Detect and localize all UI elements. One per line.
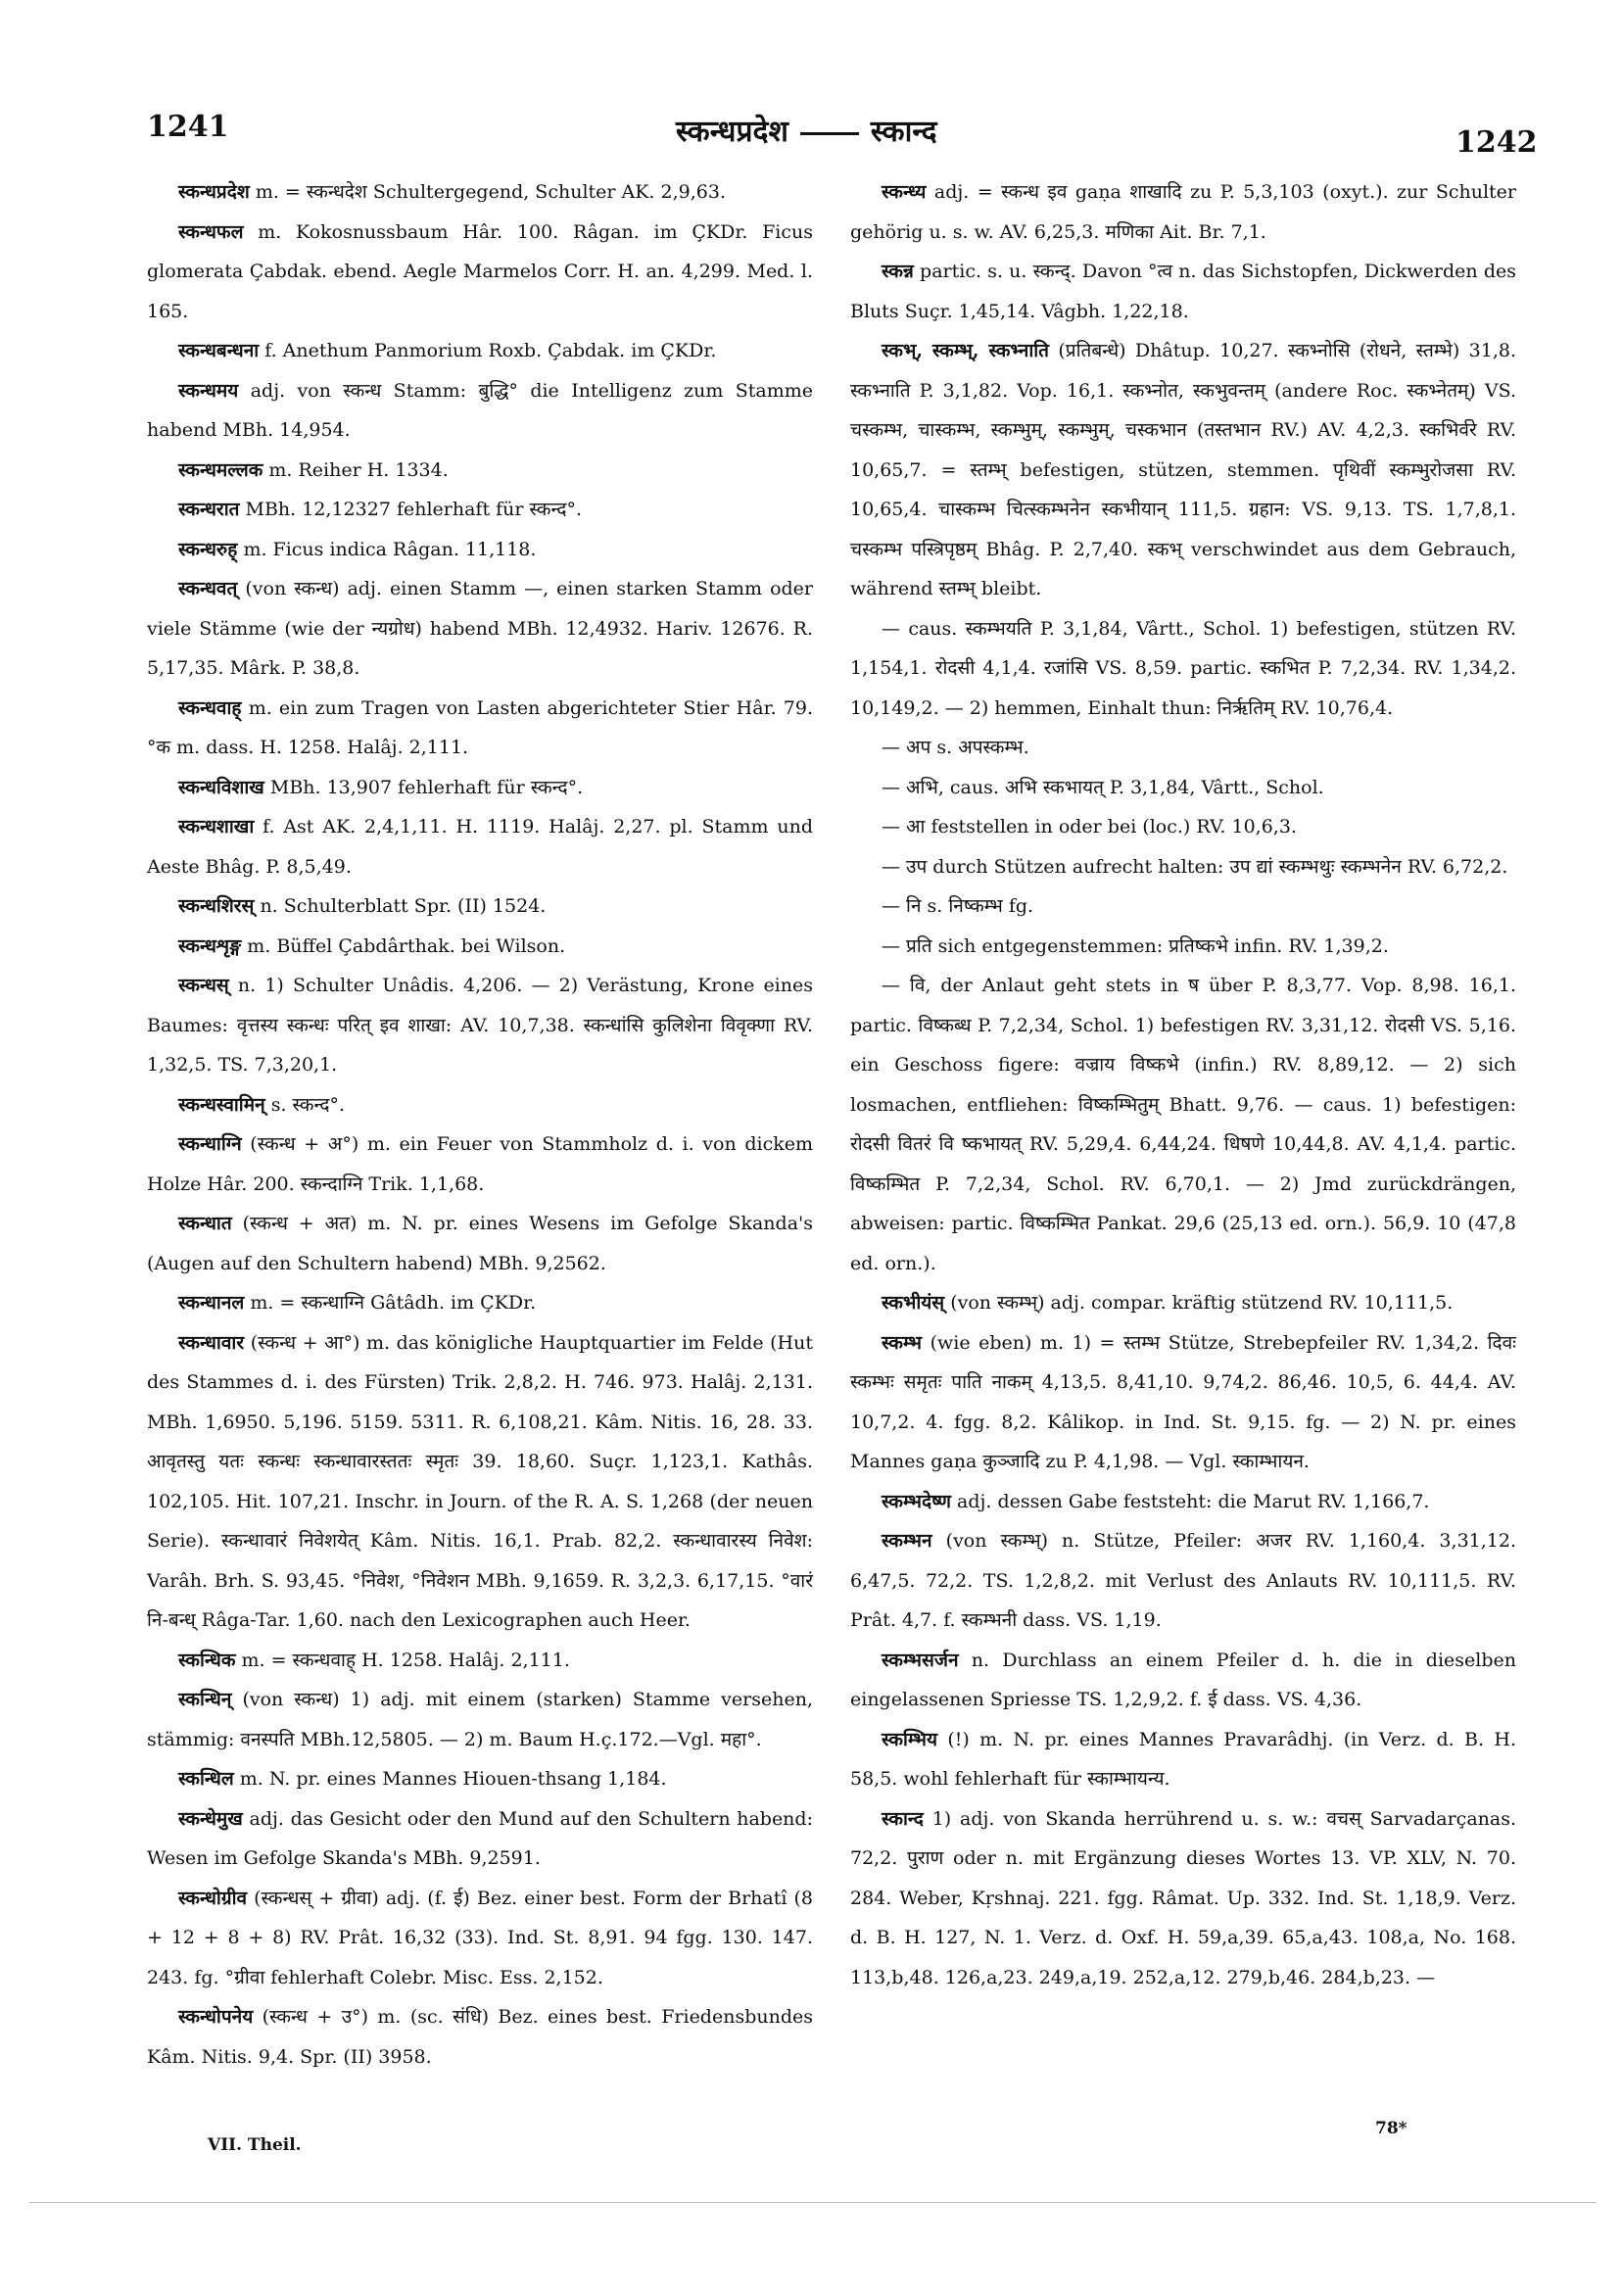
dictionary-entry (147, 1283, 813, 1323)
dictionary-entry (850, 331, 1516, 609)
entry-headword: स्कन्धाग्नि (178, 1133, 242, 1155)
entry-headword: स्कन्धशाखा (178, 816, 255, 837)
entry-body: — उप durch Stützen aufrecht halten: उप द्यां स्कम्भथुः स्कम्भनेन RV. 6,72,2. (882, 855, 1508, 878)
entry-body: (von स्कन्ध) adj. einen Stamm —, einen starken Stamm oder viele Stämme (wie der न्यग्रोध) habend MBh. 12,4932. Hariv. 12676. R. 5,17,35. Mârk. P. 38,8. (147, 578, 813, 679)
entry-headword: स्कन्धिल (178, 1768, 234, 1790)
dictionary-entry (850, 1720, 1516, 1799)
dictionary-entry (850, 886, 1516, 927)
entry-body: m. N. pr. eines Mannes Hiouen-thsang 1,184. (239, 1768, 667, 1790)
entry-body: f. Anethum Panmorium Roxb. Çabdak. im ÇKDr. (264, 340, 717, 361)
entry-body: — प्रति sich entgegenstemmen: प्रतिष्कभे infin. RV. 1,39,2. (882, 934, 1389, 957)
dictionary-entry (147, 490, 813, 530)
entry-headword: स्कान्द (882, 1807, 924, 1830)
entry-body: partic. s. u. स्कन्द्. Davon °त्व n. das Sichstopfen, Dickwerden des Bluts Suçr. 1,45,14. Vâgbh. 1,22,18. (850, 261, 1516, 322)
entry-body: adj. dessen Gabe feststeht: die Marut RV. 1,166,7. (957, 1490, 1430, 1512)
dictionary-entry (147, 1680, 813, 1759)
dictionary-entry (147, 1997, 813, 2077)
entry-body: s. स्कन्द°. (270, 1093, 345, 1116)
dictionary-entry (147, 886, 813, 927)
dictionary-entry (147, 530, 813, 570)
dictionary-entry (147, 1879, 813, 1998)
entry-body: — वि, der Anlaut geht stets in ष über P. 8,3,77. Vop. 8,98. 16,1. partic. विष्कब्ध P. 7,2,34, Schol. 1) befestigen RV. 3,31,12. रोदसी VS. 5,16. ein Geschoss figere: वज्राय विष्कभे (infin.) RV. 8,89,12. — 2) sich losmachen, entfliehen: विष्कम्भितुम् Bhatt. 9,76. — caus. 1) befestigen: रोदसी वितरं वि ष्कभायत् RV. 5,29,4. 6,44,24. धिषणे 10,44,8. AV. 4,1,4. partic. विष्कम्भित P. 7,2,34, Schol. RV. 6,70,1. — 2) Jmd zurückdrängen, abweisen: partic. विष्कम्भित Pankat. 29,6 (25,13 ed. orn.). 56,9. 10 (47,8 ed. orn.). (850, 975, 1516, 1274)
dictionary-entry (147, 1759, 813, 1799)
entry-headword: स्कन्धोग्रीव (178, 1887, 248, 1909)
entry-headword: स्कन्ध्य (882, 181, 927, 203)
dictionary-entry (147, 1085, 813, 1125)
dictionary-entry (147, 807, 813, 886)
entry-headword: स्कन्धमय (178, 379, 239, 402)
dictionary-entry (850, 252, 1516, 331)
entry-body: m. Kokosnussbaum Hâr. 100. Râgan. im ÇKDr. Ficus glomerata Çabdak. ebend. Aegle Marmelos Corr. H. an. 4,299. Med. l. 165. (147, 220, 813, 322)
dictionary-entry (850, 807, 1516, 847)
entry-body: (von स्कम्भ्) adj. compar. kräftig stützend RV. 10,111,5. (950, 1292, 1454, 1314)
entry-headword: स्कम्भसर्जन (882, 1649, 959, 1671)
dictionary-entry (147, 768, 813, 808)
page-header (0, 0, 1622, 160)
entry-body: m. Büffel Çabdârthak. bei Wilson. (247, 934, 566, 957)
dictionary-entry (147, 569, 813, 689)
dictionary-entry (147, 1799, 813, 1879)
entry-body: (!) m. N. pr. eines Mannes Pravarâdhj. (in Verz. d. B. H. 58,5. wohl fehlerhaft für स्काम्भायन्य. (850, 1728, 1516, 1790)
entry-body: (wie eben) m. 1) = स्तम्भ Stütze, Strebepfeiler RV. 1,34,2. दिवः स्कम्भः समृतः पाति नाकम् 4,13,5. 8,41,10. 9,74,2. 86,46. 10,5, 6. 44,4. AV. 10,7,2. 4. fgg. 8,2. Kâlikop. in Ind. St. 9,15. fg. — 2) N. pr. eines Mannes gaṇa कुञ्जादि zu P. 4,1,98. — Vgl. स्काम्भायन. (850, 1331, 1516, 1472)
dictionary-entry (850, 768, 1516, 808)
entry-body: m. Ficus indica Râgan. 11,118. (243, 538, 537, 560)
dictionary-entry (147, 1204, 813, 1283)
dictionary-entry (147, 1124, 813, 1204)
entry-headword: स्कभ्, स्कम्भ्, स्कभ्नाति (882, 340, 1050, 361)
dictionary-entry (147, 927, 813, 967)
dictionary-entry (850, 1641, 1516, 1720)
dictionary-entry (850, 728, 1516, 768)
entry-body: n. 1) Schulter Unâdis. 4,206. — 2) Verästung, Krone eines Baumes: वृत्तस्य स्कन्धः परित् इव शाखा: AV. 10,7,38. स्कन्धांसि कुलिशेना विवृक्णा RV. 1,32,5. TS. 7,3,20,1. (147, 975, 813, 1076)
dictionary-entry (850, 1799, 1516, 1998)
dictionary-entry (850, 1521, 1516, 1641)
entry-headword: स्कम्भन (882, 1530, 932, 1552)
entry-body: adj. von स्कन्ध Stamm: बुद्धि° die Intelligenz zum Stamme habend MBh. 14,954. (147, 379, 814, 441)
entry-headword: स्कन्धोपनेय (178, 2006, 254, 2028)
entry-body: (प्रतिबन्धे) Dhâtup. 10,27. स्कभ्नोसि (रोधने, स्तम्भे) 31,8. स्कभ्नाति P. 3,1,82. Vop. 16,1. स्कभ्नोत, स्कभुवन्तम् (andere Roc. स्कभ्नेतम्) VS. चस्कम्भ, चास्कम्भ, स्कम्भुम्, स्कम्भुम्, चस्कभान (तस्तभान RV.) AV. 4,2,3. स्कभिर्वरे RV. 10,65,7. = स्तम्भ् befestigen, stützen, stemmen. पृथिवीं स्कम्भुरोजसा RV. 10,65,4. चास्कम्भ चित्स्कम्भनेन स्कभीयान् 111,5. ग्रहान: VS. 9,13. TS. 1,7,8,1. चस्कम्भ पस्त्रिपृष्ठम् Bhâg. P. 2,7,40. स्कभ् verschwindet aus dem Gebrauch, während स्तम्भ् bleibt. (850, 340, 1516, 599)
entry-body: (स्कन्ध + उ°) m. (sc. संधि) Bez. eines best. Friedensbundes Kâm. Nitis. 9,4. Spr. (II) 3958. (147, 2006, 813, 2068)
entry-body: n. Durchlass an einem Pfeiler d. h. die in dieselben eingelassenen Spriesse TS. 1,2,9,2. f. ई dass. VS. 4,36. (850, 1649, 1516, 1710)
entry-body: 1) adj. von Skanda herrührend u. s. w.: वचस् Sarvadarçanas. 72,2. पुराण oder n. mit Ergänzung dieses Wortes 13. VP. XLV, N. 70. 284. Weber, Kṛshnaj. 221. fgg. Râmat. Up. 332. Ind. St. 1,18,9. Verz. d. B. H. 127, N. 1. Verz. d. Oxf. H. 59,a,39. 65,a,43. 108,a, No. 168. 113,b,48. 126,a,23. 249,a,19. 252,a,12. 279,b,46. 284,b,23. — (850, 1807, 1516, 1988)
entry-headword: स्कन्धावार (178, 1331, 245, 1354)
dictionary-entry (147, 172, 813, 213)
left-column (147, 172, 813, 2077)
dictionary-entry (850, 927, 1516, 967)
entry-body: m. Reiher H. 1334. (268, 458, 449, 481)
running-head-dash (800, 132, 859, 135)
entry-body: m. = स्कन्धदेश Schultergegend, Schulter AK. 2,9,63. (255, 181, 726, 203)
sheet-signature: 78* (1375, 2119, 1407, 2138)
entry-body: (स्कन्धस् + ग्रीवा) adj. (f. ई) Bez. einer best. Form der Brhatî (8 + 12 + 8 + 8) RV. Prât. 16,32 (33). Ind. St. 8,91. 94 fgg. 130. 147. 243. fg. °ग्रीवा fehlerhaft Colebr. Misc. Ess. 2,152. (147, 1887, 813, 1988)
bottom-rule (29, 2202, 1597, 2203)
entry-headword: स्कन्धमल्लक (178, 458, 263, 481)
entry-body: (स्कन्ध + अ°) m. ein Feuer von Stammholz d. i. von dickem Holze Hâr. 200. स्कन्दाग्नि Trik. 1,1,68. (147, 1133, 813, 1195)
entry-headword: स्कन्धविशाख (178, 776, 264, 798)
running-head (676, 110, 937, 150)
dictionary-entry (147, 1323, 813, 1641)
entry-body: — आ feststellen in oder bei (loc.) RV. 10,6,3. (882, 816, 1297, 837)
dictionary-entry (850, 1283, 1516, 1323)
entry-headword: स्कम्भ (882, 1331, 923, 1354)
dictionary-entry (850, 1323, 1516, 1482)
entry-headword: स्कन्धवत् (178, 578, 238, 599)
entry-body: (स्कन्ध + आ°) m. das königliche Hauptquartier im Felde (Hut des Stammes d. i. des Fürsten) Trik. 2,8,2. H. 746. 973. Halâj. 2,131. MBh. 1,6950. 5,196. 5159. 5311. R. 6,108,21. Kâm. Nitis. 16, 28. 33. आवृतस्तु यतः स्कन्धः स्कन्धावारस्ततः स्मृतः 39. 18,60. Suçr. 1,123,1. Kathâs. 102,105. Hit. 107,21. Inschr. in Journ. of the R. A. S. 1,268 (der neuen Serie). स्कन्धावारं निवेशयेत् Kâm. Nitis. 16,1. Prab. 82,2. स्कन्धावारस्य निवेश: Varâh. Brh. S. 93,45. °निवेश, °निवेशन MBh. 9,1659. R. 3,2,3. 6,17,15. °वारं नि-बन्ध् Râga-Tar. 1,60. nach den Lexicographen auch Heer. (147, 1331, 813, 1631)
entry-headword: स्कन्न (882, 261, 914, 282)
running-head-right: स्कान्द (870, 115, 937, 149)
entry-headword: स्कन्धबन्धना (178, 340, 260, 361)
dictionary-entry (850, 609, 1516, 729)
entry-body: m. = स्कन्धाग्नि Gâtâdh. im ÇKDr. (250, 1292, 537, 1314)
entry-headword: स्कम्भदेष्ण (882, 1490, 951, 1512)
dictionary-entry (147, 331, 813, 371)
entry-headword: स्कन्धेमुख (178, 1807, 243, 1830)
right-column (850, 172, 1516, 1997)
dictionary-entry (147, 213, 813, 332)
entry-headword: स्कन्धप्रदेश (178, 181, 250, 203)
entry-headword: स्कन्धात (178, 1213, 232, 1234)
entry-body: — caus. स्कम्भयति P. 3,1,84, Vârtt., Schol. 1) befestigen, stützen RV. 1,154,1. रोदसी 4,1,4. रजांसि VS. 8,59. partic. स्कभित P. 7,2,34. RV. 1,34,2. 10,149,2. — 2) hemmen, Einhalt thun: निर्ऋतिम् RV. 10,76,4. (850, 617, 1516, 719)
dictionary-entry (850, 966, 1516, 1283)
dictionary-entry (850, 1482, 1516, 1522)
dictionary-entry (147, 689, 813, 768)
dictionary-entry (147, 371, 813, 451)
entry-body: (von स्कम्भ्) n. Stütze, Pfeiler: अजर RV. 1,160,4. 3,31,12. 6,47,5. 72,2. TS. 1,2,8,2. mit Verlust des Anlauts RV. 10,111,5. RV. Prât. 4,7. f. स्कम्भनी dass. VS. 1,19. (850, 1530, 1516, 1631)
entry-body: f. Ast AK. 2,4,1,11. H. 1119. Halâj. 2,27. pl. Stamm und Aeste Bhâg. P. 8,5,49. (147, 816, 813, 878)
entry-headword: स्कन्धशिरस् (178, 895, 255, 917)
entry-body: MBh. 12,12327 fehlerhaft für स्कन्द°. (245, 499, 583, 520)
entry-headword: स्कन्धवाह् (178, 696, 242, 719)
entry-headword: स्कन्धशृङ्ग (178, 934, 242, 957)
entry-headword: स्कभीयंस् (882, 1292, 945, 1314)
entry-headword: स्कम्भिय (882, 1728, 937, 1750)
page-number-left: 1241 (147, 110, 229, 144)
entry-body: (von स्कन्ध) 1) adj. mit einem (starken) Stamme versehen, stämmig: वनस्पति MBh.12,5805. — 2) m. Baum H.ç.172.—Vgl. महा°. (147, 1689, 813, 1750)
entry-headword: स्कन्धानल (178, 1292, 245, 1314)
entry-body: — अप s. अपस्कम्भ. (882, 737, 1029, 758)
dictionary-entry (850, 847, 1516, 887)
entry-headword: स्कन्धिक (178, 1649, 236, 1671)
entry-headword: स्कन्धफल (178, 220, 244, 243)
entry-headword: स्कन्धस् (178, 975, 229, 996)
running-head-left: स्कन्धप्रदेश (676, 115, 788, 149)
entry-body: m. = स्कन्धवाह् H. 1258. Halâj. 2,111. (241, 1649, 570, 1671)
page-number-right: 1242 (1455, 125, 1538, 160)
dictionary-entry (147, 1641, 813, 1681)
entry-headword: स्कन्धरात (178, 499, 240, 520)
entry-headword: स्कन्धस्वामिन् (178, 1093, 265, 1116)
entry-body: adj. = स्कन्ध इव gaṇa शाखादि zu P. 5,3,103 (oxyt.). zur Schulter gehörig u. s. w. AV. 6,25,3. मणिका Ait. Br. 7,1. (850, 181, 1516, 243)
entry-body: m. ein zum Tragen von Lasten abgerichteter Stier Hâr. 79. °क m. dass. H. 1258. Halâj. 2,111. (147, 696, 813, 758)
entry-body: adj. das Gesicht oder den Mund auf den Schultern habend: Wesen im Gefolge Skanda's MBh. 9,2591. (147, 1807, 813, 1869)
entry-body: MBh. 13,907 fehlerhaft für स्कन्द°. (269, 776, 584, 798)
volume-signature: VII. Theil. (208, 2135, 302, 2155)
entry-body: — अभि, caus. अभि स्कभायत् P. 3,1,84, Vârtt., Schol. (882, 776, 1324, 798)
dictionary-entry (147, 451, 813, 491)
dictionary-entry (850, 172, 1516, 252)
entry-body: (स्कन्ध + अत) m. N. pr. eines Wesens im Gefolge Skanda's (Augen auf den Schultern habend) MBh. 9,2562. (147, 1213, 813, 1274)
dictionary-entry (147, 966, 813, 1085)
entry-headword: स्कन्धरुह् (178, 538, 238, 560)
entry-headword: स्कन्धिन् (178, 1689, 232, 1710)
entry-body: — नि s. निष्कम्भ fg. (882, 895, 1034, 917)
entry-body: n. Schulterblatt Spr. (II) 1524. (260, 895, 547, 917)
